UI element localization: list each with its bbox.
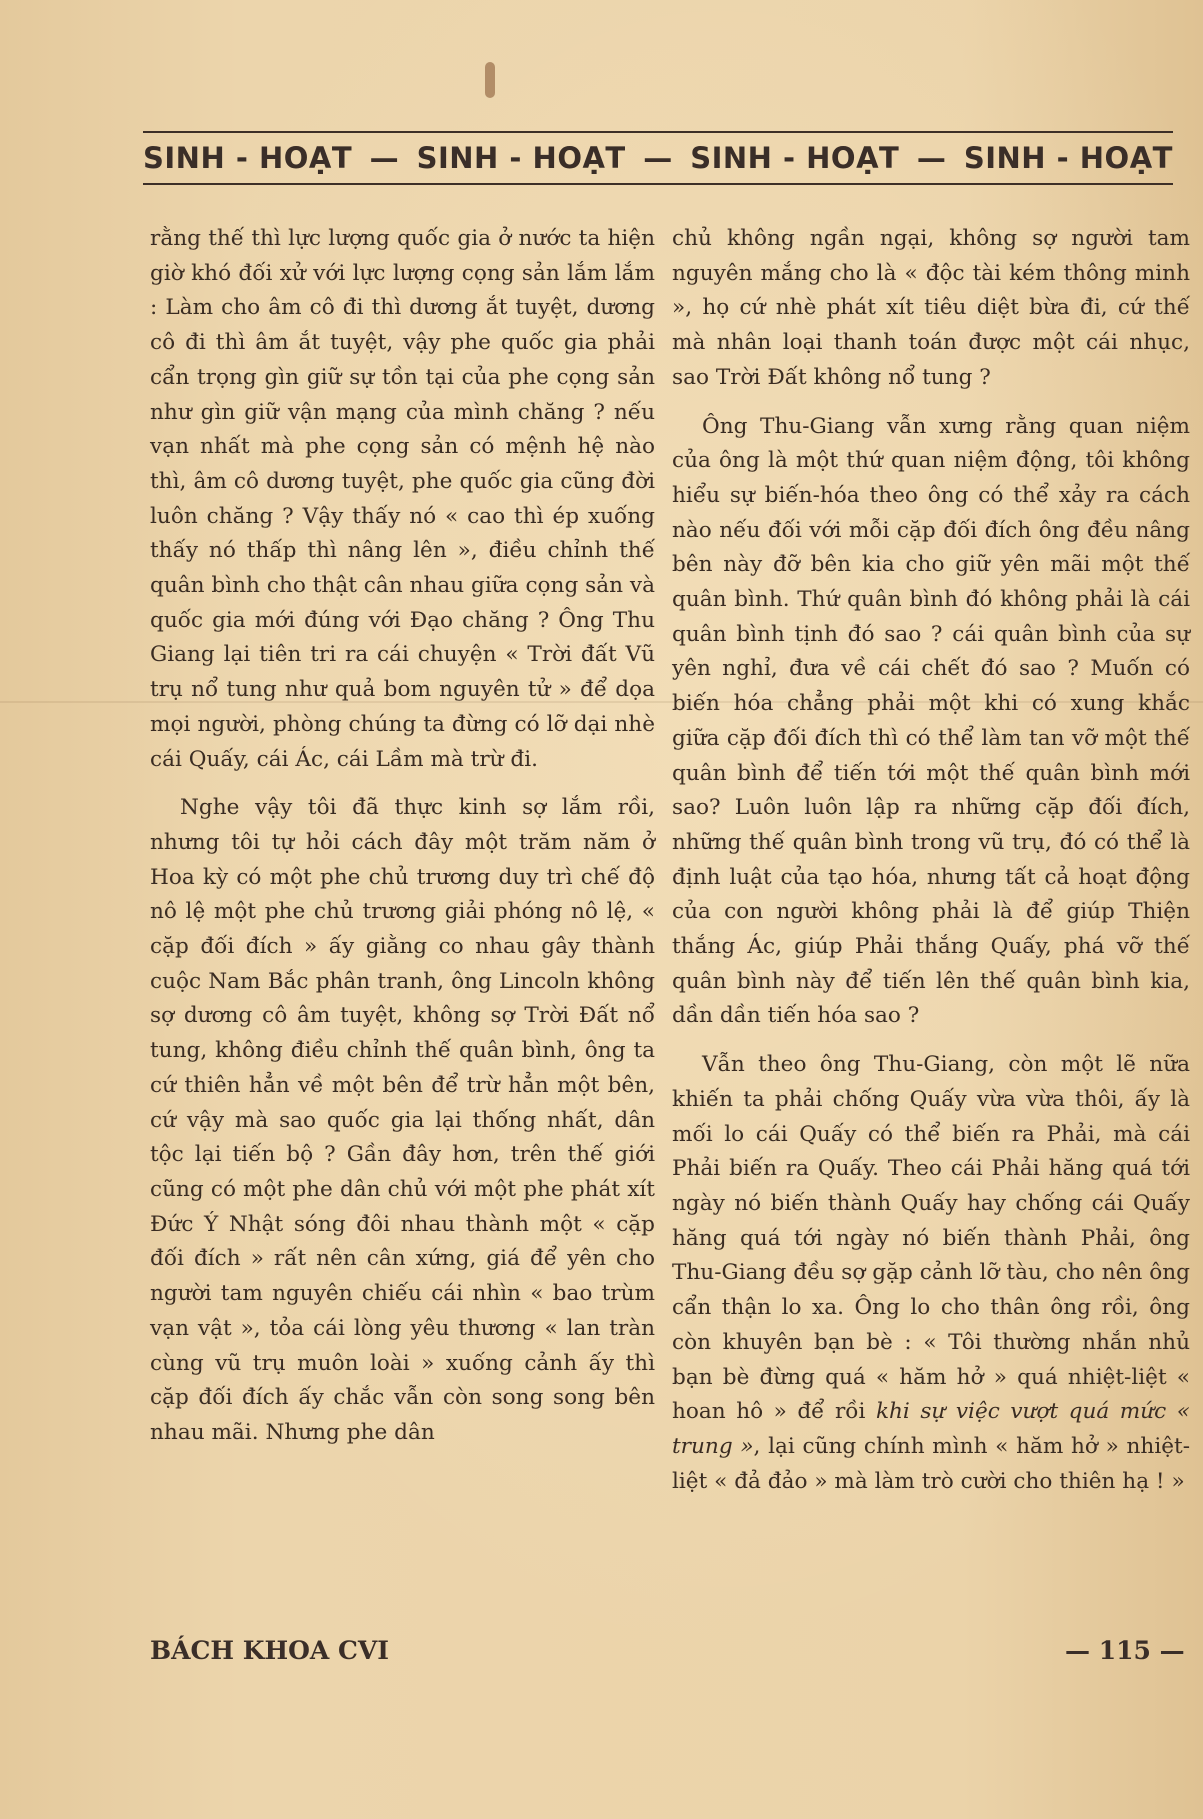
page-number: — 115 —	[1065, 1636, 1185, 1665]
paragraph-text: Vẫn theo ông Thu-Giang, còn một lẽ nữa khiến ta phải chống Quấy vừa vừa thôi, ấy là mối lo cái Quấy có thể biến ra Phải, mà cái Phải biến ra Quấy. Theo cái Phải hăng quá tới ngày nó biến thành Quấy hay chống cái Quấy hăng quá tới ngày nó biến thành Phải, ông Thu-Giang đều sợ gặp cảnh lỡ tàu, cho nên ông cẩn thận lo xa. Ông lo cho thân ông rồi, ông còn khuyên bạn bè : « Tôi thường nhắn nhủ bạn bè đừng quá « hăm hở » quá nhiệt-liệt « hoan hô » để rồi	[672, 1052, 1190, 1425]
paragraph: chủ không ngần ngại, không sợ người tam nguyên mắng cho là « độc tài kém thông minh », họ cứ nhè phát xít tiêu diệt bừa đi, cứ thế mà nhân loại thanh toán được một cái nhục, sao Trời Đất không nổ tung ?	[672, 226, 1190, 390]
left-column	[150, 222, 655, 1465]
header-dash: —	[369, 141, 400, 175]
header-item: SINH - HOẠT	[690, 141, 900, 175]
header-item: SINH - HOẠT	[963, 141, 1173, 175]
paragraph-with-quote	[672, 1048, 1190, 1499]
italic-phrase: khi sự việc vượt quá mức « trung »	[672, 1399, 1190, 1459]
header-item: SINH - HOẠT	[416, 141, 626, 175]
paragraph: Nghe vậy tôi đã thực kinh sợ lắm rồi, nhưng tôi tự hỏi cách đây một trăm năm ở Hoa kỳ có một phe chủ trương duy trì chế độ nô lệ một phe chủ trương giải phóng nô lệ, « cặp đối đích » ấy giằng co nhau gây thành cuộc Nam Bắc phân tranh, ông Lincoln không sợ dương cô âm tuyệt, không sợ Trời Đất nổ tung, không điều chỉnh thế quân bình, ông ta cứ thiên hẳn về một bên để trừ hẳn một bên, cứ vậy mà sao quốc gia lại thống nhất, dân tộc lại tiến bộ ? Gần đây hơn, trên thế giới cũng có một phe dân chủ với một phe phát xít Đức Ý Nhật sóng đôi nhau thành một « cặp đối đích » rất nên cân xứng, giá để yên cho người tam nguyên chiếu cái nhìn « bao trùm vạn vật », tỏa cái lòng yêu thương « lan tràn cùng vũ trụ muôn loài » xuống cảnh ấy thì cặp đối đích ấy chắc vẫn còn song song bên nhau mãi. Nhưng phe dân	[150, 795, 655, 1445]
publication-footer: BÁCH KHOA CVI	[150, 1636, 389, 1665]
paragraph: rằng thế thì lực lượng quốc gia ở nước ta hiện giờ khó đối xử với lực lượng cọng sản lắm lắm : Làm cho âm cô đi thì dương ắt tuyệt, dương cô đi thì âm ắt tuyệt, vậy phe quốc gia phải cẩn trọng gìn giữ sự tồn tại của phe cọng sản như gìn giữ vận mạng của mình chăng ? nếu vạn nhất mà phe cọng sản có mệnh hệ nào thì, âm cô dương tuyệt, phe quốc gia cũng đời luôn chăng ? Vậy thấy nó « cao thì ép xuống thấy nó thấp thì nâng lên », điều chỉnh thế quân bình cho thật cân nhau giữa cọng sản và quốc gia mới đúng với Đạo chăng ? Ông Thu Giang lại tiên tri ra cái chuyện « Trời đất Vũ trụ nổ tung như quả bom nguyên tử » để dọa mọi người, phòng chúng ta đừng có lỡ dại nhè cái Quấy, cái Ác, cái Lầm mà trừ đi.	[150, 226, 655, 772]
header-dash: —	[643, 141, 673, 175]
paragraph-closing: , lại cũng chính mình « hăm hở » nhiệt-liệt « đả đảo » mà làm trò cười cho thiên hạ ! »	[672, 1433, 1190, 1494]
paragraph: Ông Thu-Giang vẫn xưng rằng quan niệm của ông là một thứ quan niệm động, tôi không hiểu sự biến-hóa theo ông có thể xảy ra cách nào nếu đối với mỗi cặp đối đích ông đều nâng bên này đỡ bên kia cho giữ yên mãi một thế quân bình. Thứ quân bình đó không phải là cái quân bình tịnh đó sao ? cái quân bình của sự yên nghỉ, đưa về cái chết đó sao ? Muốn có biến hóa chẳng phải một khi có xung khắc giữa cặp đối đích thì có thể làm tan vỡ một thế quân bình để tiến tới một thế quân bình mới sao? Luôn luôn lập ra những cặp đối đích, những thế quân bình trong vũ trụ, đó có thể là định luật của tạo hóa, nhưng tất cả hoạt động của con người không phải là để giúp Thiện thắng Ác, giúp Phải thắng Quấy, phá vỡ thế quân bình này để tiến lên thế quân bình kia, dần dần tiến hóa sao ?	[672, 413, 1190, 1029]
header-dash: —	[916, 141, 947, 175]
header-top-rule	[143, 131, 1173, 133]
binding-stain	[485, 62, 495, 98]
right-column	[672, 222, 1190, 1513]
header-item: SINH - HOẠT	[143, 141, 353, 175]
running-header	[143, 136, 1173, 180]
header-bottom-rule	[143, 183, 1173, 185]
